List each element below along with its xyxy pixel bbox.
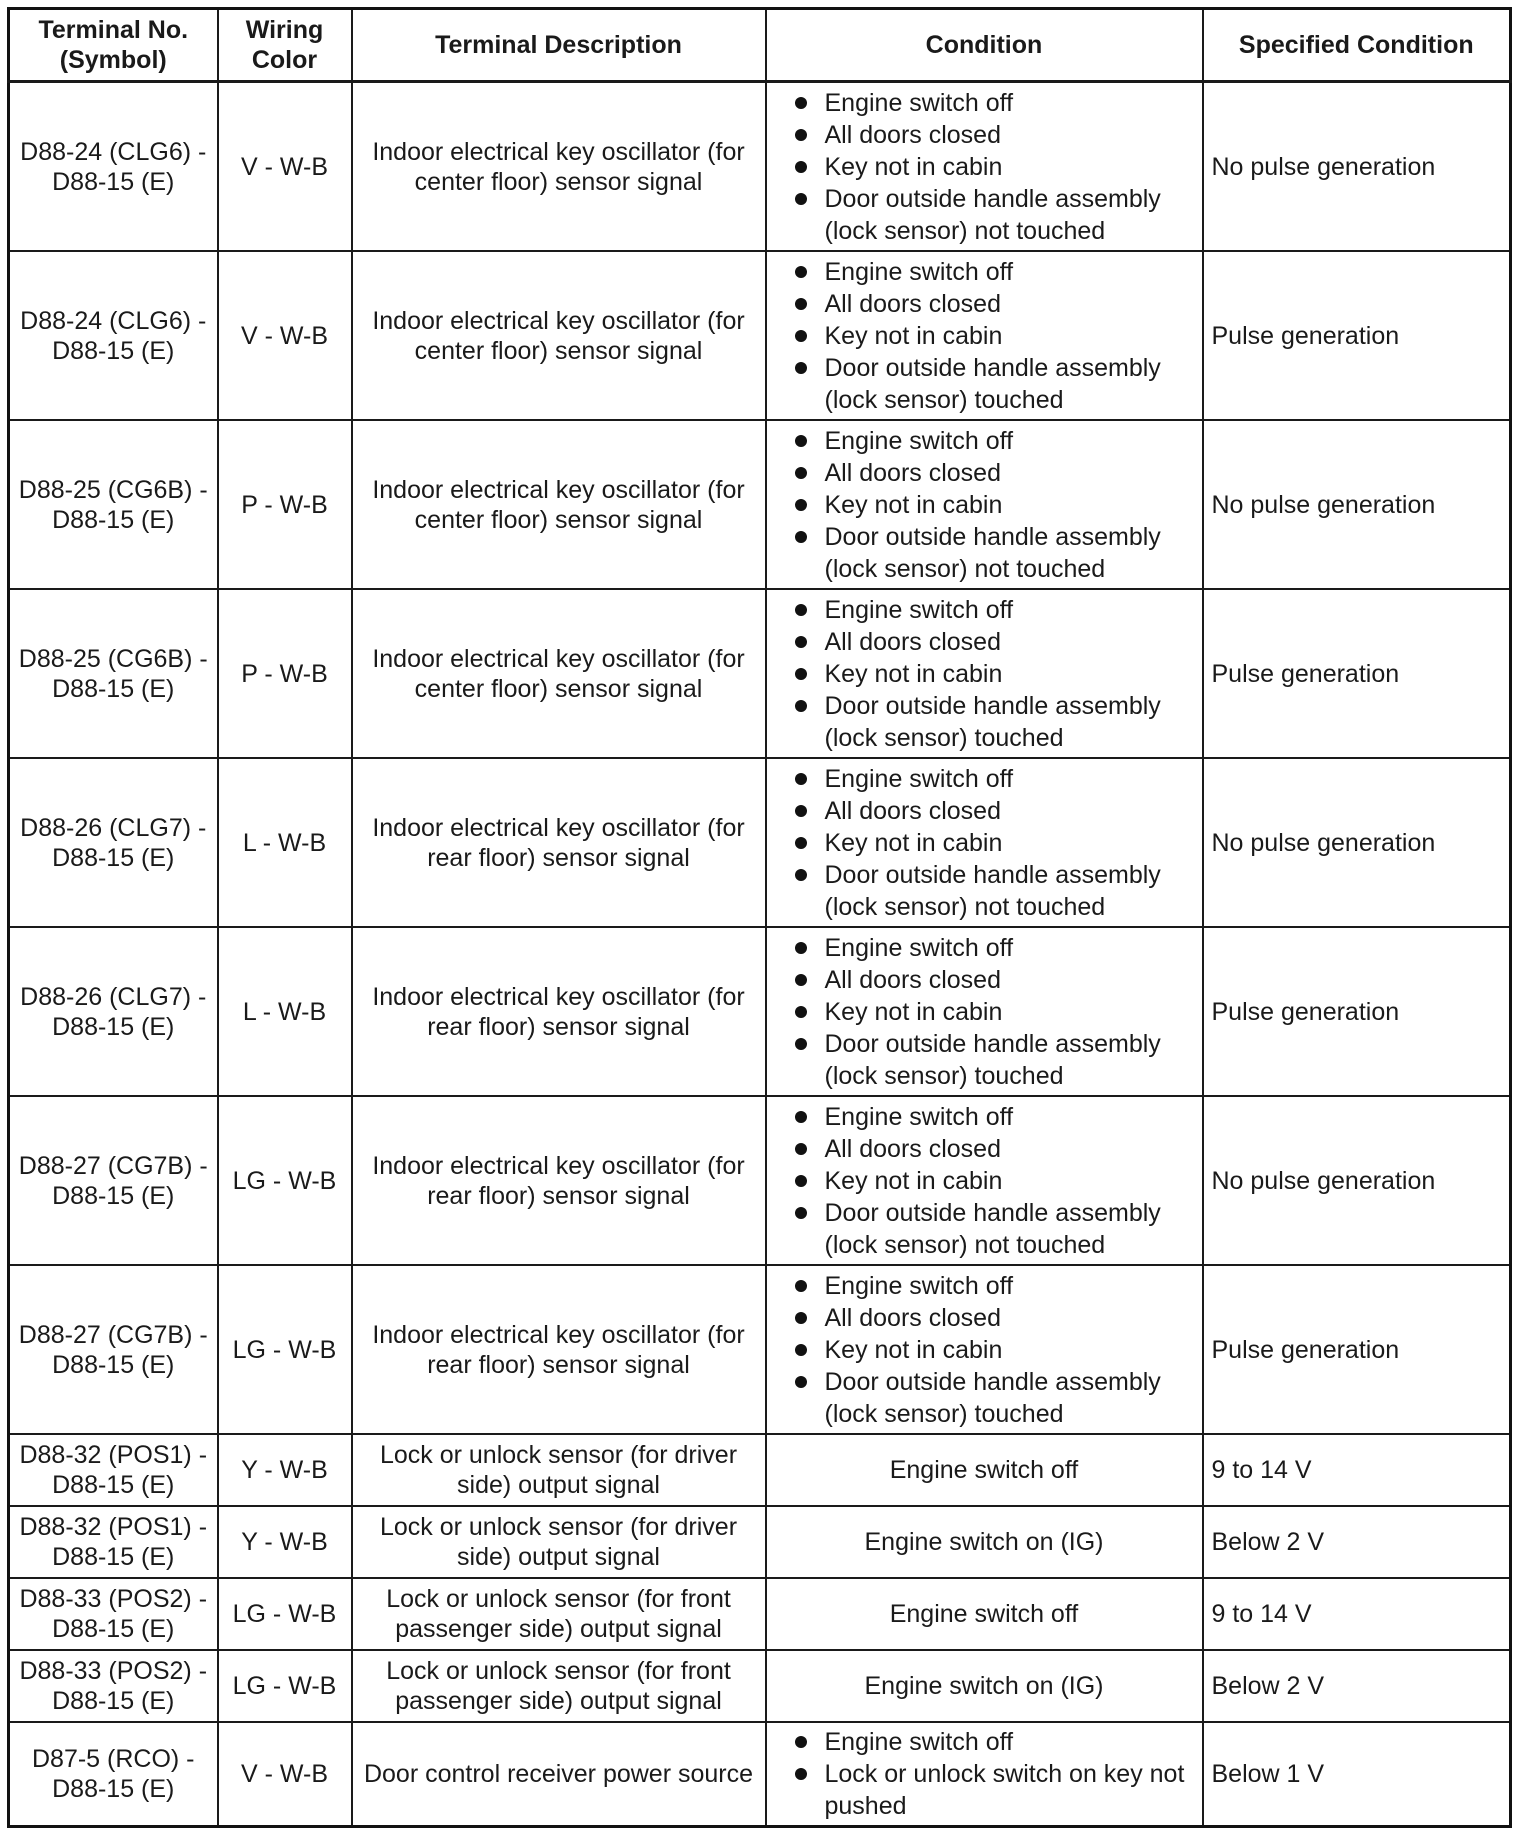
terminal-cell [9,1578,218,1650]
terminal-line-2: D88-15 (E) [52,1687,175,1715]
wiring-color-cell: LG - W-B [218,1265,352,1434]
terminal-line-2: D88-15 (E) [52,1775,175,1803]
condition-item: Key not in cabin [825,1334,1194,1366]
condition-item: All doors closed [825,795,1194,827]
wiring-color-cell: V - W-B [218,1722,352,1827]
terminal-description-cell: Indoor electrical key oscillator (for center floor) sensor signal [352,251,766,420]
condition-item: Lock or unlock switch on key not pushed [825,1758,1194,1822]
condition-cell: Engine switch off [766,1434,1203,1506]
terminal-line-1: D88-27 (CG7B) - [18,1151,208,1180]
condition-item: Engine switch off [825,1270,1194,1302]
terminal-line-2: D88-15 (E) [52,1350,175,1379]
terminal-description-cell: Indoor electrical key oscillator (for rear floor) sensor signal [352,758,766,927]
terminal-description-cell: Indoor electrical key oscillator (for center floor) sensor signal [352,82,766,252]
terminal-description-cell: Indoor electrical key oscillator (for center floor) sensor signal [352,420,766,589]
condition-cell [766,420,1203,589]
terminal-cell [9,1506,218,1578]
header-specified-condition: Specified Condition [1203,9,1511,82]
terminal-cell [9,82,218,252]
table-row [9,1650,1511,1722]
terminal-description-cell: Indoor electrical key oscillator (for rear floor) sensor signal [352,1265,766,1434]
terminal-line-1: D87-5 (RCO) - [31,1745,195,1773]
terminal-line-1: D88-25 (CG6B) - [18,475,208,504]
condition-item: Key not in cabin [825,1165,1194,1197]
condition-item: All doors closed [825,1302,1194,1334]
terminal-description-cell: Indoor electrical key oscillator (for rear floor) sensor signal [352,927,766,1096]
specified-condition-cell: Pulse generation [1203,589,1511,758]
terminal-line-2: D88-15 (E) [52,1181,175,1210]
terminal-line-2: D88-15 (E) [52,505,175,534]
condition-item: Key not in cabin [825,658,1194,690]
specified-condition-cell: 9 to 14 V [1203,1434,1511,1506]
condition-item: Door outside handle assembly (lock sensor) not touched [825,1197,1194,1261]
specified-condition-cell: 9 to 14 V [1203,1578,1511,1650]
terminal-line-1: D88-32 (POS1) - [19,1513,208,1541]
header-terminal-description: Terminal Description [352,9,766,82]
terminal-line-2: D88-15 (E) [52,336,175,365]
condition-cell [766,1265,1203,1434]
wiring-color-cell: L - W-B [218,758,352,927]
condition-item: Key not in cabin [825,320,1194,352]
table-row [9,1578,1511,1650]
condition-item: Door outside handle assembly (lock sensor) touched [825,1366,1194,1430]
condition-item: Door outside handle assembly (lock sensor) touched [825,1028,1194,1092]
condition-item: Engine switch off [825,256,1194,288]
terminal-line-1: D88-27 (CG7B) - [18,1320,208,1349]
terminal-description-cell: Indoor electrical key oscillator (for rear floor) sensor signal [352,1096,766,1265]
terminal-cell [9,927,218,1096]
condition-item: Engine switch off [825,425,1194,457]
terminal-cell [9,251,218,420]
condition-list [775,1726,1194,1822]
table-row [9,927,1511,1096]
terminal-line-1: D88-25 (CG6B) - [18,644,208,673]
terminal-line-2: D88-15 (E) [52,1012,175,1041]
table-row [9,420,1511,589]
condition-item: Engine switch off [825,932,1194,964]
condition-cell [766,1722,1203,1827]
table-row [9,1096,1511,1265]
condition-item: Key not in cabin [825,489,1194,521]
table-row [9,758,1511,927]
specified-condition-cell: Pulse generation [1203,927,1511,1096]
terminal-line-2: D88-15 (E) [52,1615,175,1643]
terminal-line-1: D88-24 (CLG6) - [20,306,207,335]
condition-item: Key not in cabin [825,151,1194,183]
header-condition: Condition [766,9,1203,82]
table-row [9,251,1511,420]
terminal-description-cell: Indoor electrical key oscillator (for center floor) sensor signal [352,589,766,758]
condition-item: All doors closed [825,288,1194,320]
condition-cell: Engine switch on (IG) [766,1506,1203,1578]
condition-item: Door outside handle assembly (lock sensor) touched [825,352,1194,416]
wiring-color-cell: V - W-B [218,82,352,252]
wiring-color-cell: P - W-B [218,589,352,758]
condition-list [775,425,1194,585]
condition-item: Engine switch off [825,594,1194,626]
condition-item: Engine switch off [825,87,1194,119]
condition-item: Door outside handle assembly (lock sensor) not touched [825,183,1194,247]
condition-cell [766,251,1203,420]
condition-item: All doors closed [825,1133,1194,1165]
terminal-line-1: D88-26 (CLG7) - [20,982,207,1011]
wiring-color-cell: P - W-B [218,420,352,589]
condition-cell [766,82,1203,252]
condition-cell [766,589,1203,758]
terminal-cell [9,1434,218,1506]
condition-item: Door outside handle assembly (lock sensor) not touched [825,859,1194,923]
specified-condition-cell: Below 2 V [1203,1506,1511,1578]
specified-condition-cell: No pulse generation [1203,1096,1511,1265]
wiring-color-cell: LG - W-B [218,1650,352,1722]
terminal-cell [9,1722,218,1827]
wiring-color-cell: LG - W-B [218,1096,352,1265]
condition-item: Key not in cabin [825,827,1194,859]
terminal-description-cell: Lock or unlock sensor (for driver side) output signal [352,1506,766,1578]
terminal-inspection-table [7,7,1512,1828]
table-body [9,82,1511,1827]
table-row [9,589,1511,758]
terminal-line-1: D88-32 (POS1) - [19,1441,208,1469]
terminal-line-1: D88-26 (CLG7) - [20,813,207,842]
terminal-line-2: D88-15 (E) [52,1471,175,1499]
terminal-description-cell: Lock or unlock sensor (for front passenger side) output signal [352,1650,766,1722]
terminal-line-1: D88-33 (POS2) - [19,1657,208,1685]
specified-condition-cell: No pulse generation [1203,758,1511,927]
table-row [9,1434,1511,1506]
condition-list [775,594,1194,754]
terminal-cell [9,1096,218,1265]
table-row [9,1722,1511,1827]
specified-condition-cell: No pulse generation [1203,82,1511,252]
condition-list [775,932,1194,1092]
terminal-description-cell: Door control receiver power source [352,1722,766,1827]
condition-item: All doors closed [825,457,1194,489]
terminal-cell [9,1650,218,1722]
condition-item: Engine switch off [825,763,1194,795]
terminal-line-2: D88-15 (E) [52,1543,175,1571]
wiring-color-cell: Y - W-B [218,1434,352,1506]
terminal-line-1: D88-24 (CLG6) - [20,137,207,166]
condition-cell [766,758,1203,927]
condition-list [775,1270,1194,1430]
condition-item: Engine switch off [825,1101,1194,1133]
terminal-description-cell: Lock or unlock sensor (for driver side) output signal [352,1434,766,1506]
terminal-cell [9,758,218,927]
specified-condition-cell: Pulse generation [1203,1265,1511,1434]
condition-cell [766,1096,1203,1265]
wiring-color-cell: LG - W-B [218,1578,352,1650]
specified-condition-cell: Below 1 V [1203,1722,1511,1827]
condition-list [775,87,1194,247]
specified-condition-cell: No pulse generation [1203,420,1511,589]
terminal-cell [9,589,218,758]
condition-item: Engine switch off [825,1726,1194,1758]
terminal-line-2: D88-15 (E) [52,167,175,196]
condition-item: Door outside handle assembly (lock sensor) touched [825,690,1194,754]
wiring-color-cell: L - W-B [218,927,352,1096]
condition-cell: Engine switch on (IG) [766,1650,1203,1722]
terminal-line-1: D88-33 (POS2) - [19,1585,208,1613]
condition-cell [766,927,1203,1096]
header-wiring-color: Wiring Color [218,9,352,82]
table-row [9,1265,1511,1434]
header-row [9,9,1511,82]
terminal-cell [9,1265,218,1434]
condition-list [775,256,1194,416]
condition-item: Door outside handle assembly (lock sensor) not touched [825,521,1194,585]
condition-item: Key not in cabin [825,996,1194,1028]
terminal-description-cell: Lock or unlock sensor (for front passenger side) output signal [352,1578,766,1650]
terminal-line-2: D88-15 (E) [52,843,175,872]
condition-list [775,1101,1194,1261]
terminal-cell [9,420,218,589]
condition-cell: Engine switch off [766,1578,1203,1650]
wiring-color-cell: Y - W-B [218,1506,352,1578]
table-row [9,82,1511,252]
condition-item: All doors closed [825,119,1194,151]
condition-item: All doors closed [825,626,1194,658]
header-terminal: Terminal No. (Symbol) [9,9,218,82]
table-row [9,1506,1511,1578]
terminal-line-2: D88-15 (E) [52,674,175,703]
condition-list [775,763,1194,923]
specified-condition-cell: Pulse generation [1203,251,1511,420]
specified-condition-cell: Below 2 V [1203,1650,1511,1722]
condition-item: All doors closed [825,964,1194,996]
wiring-color-cell: V - W-B [218,251,352,420]
